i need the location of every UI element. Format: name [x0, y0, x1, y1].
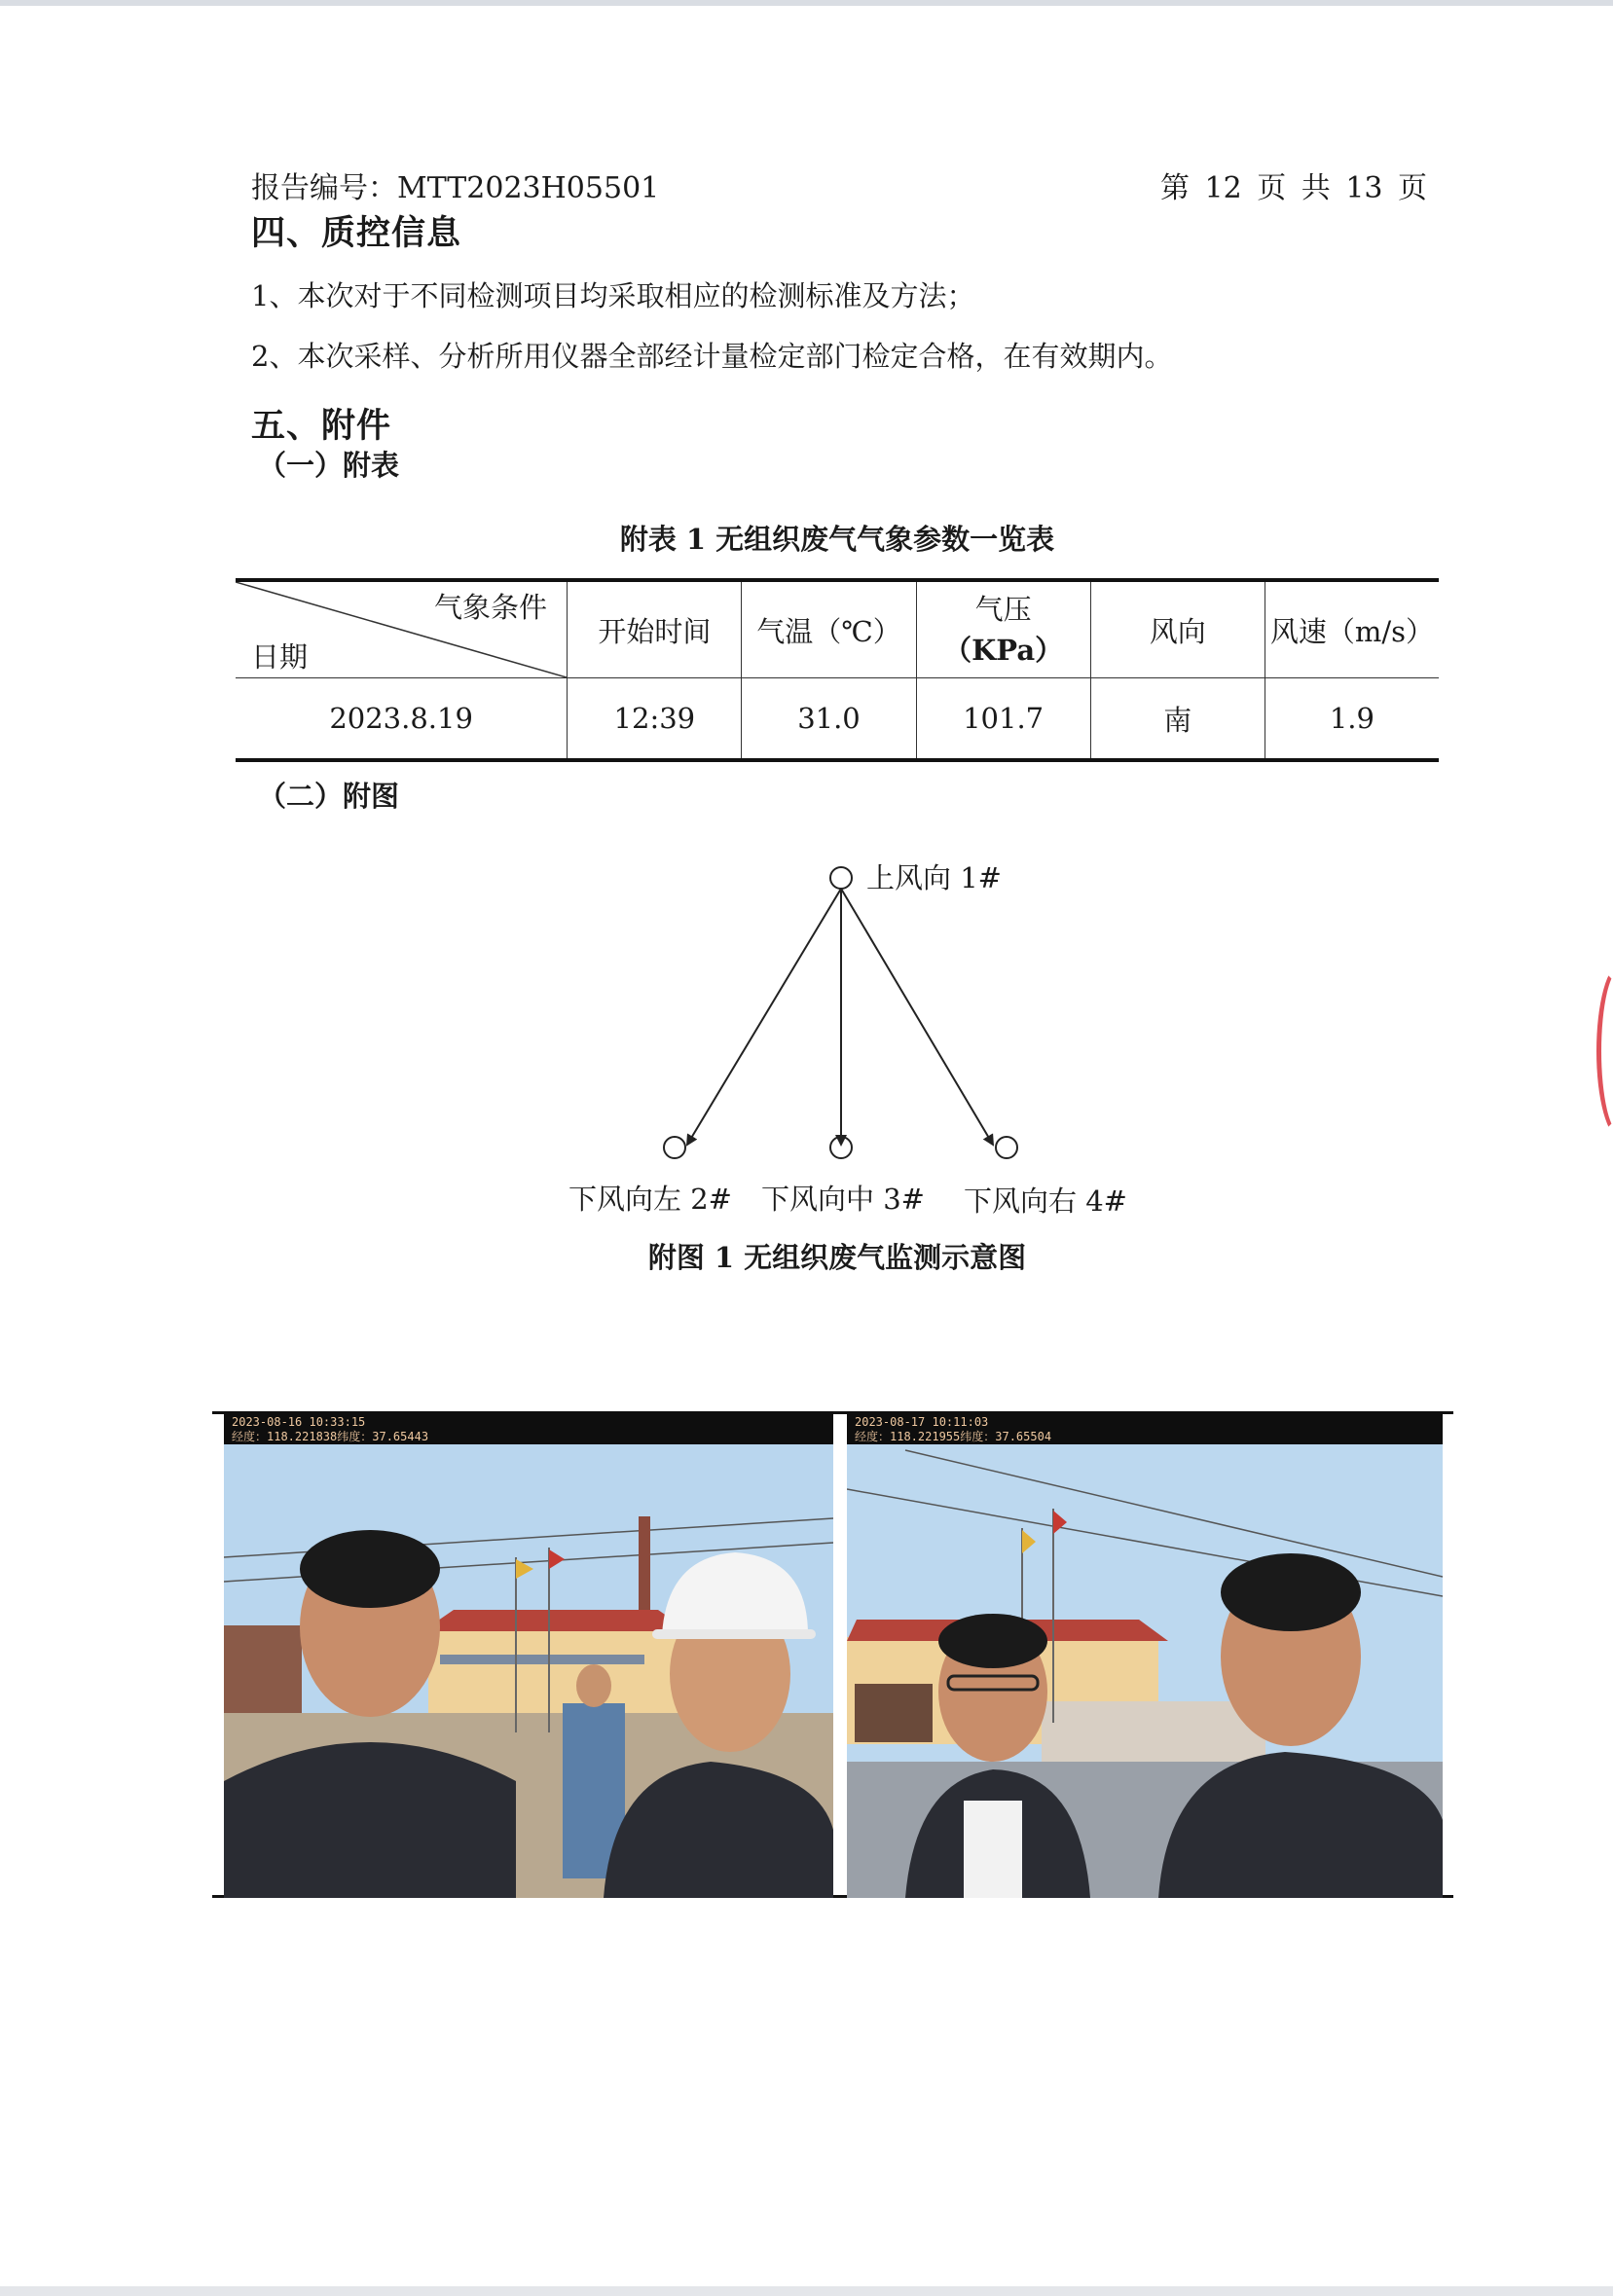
sub-heading-tables: （一）附表	[258, 449, 400, 482]
scan-bottom-edge	[0, 2286, 1613, 2296]
photo-2-stamp	[855, 1415, 1051, 1444]
header-pressure	[916, 580, 1090, 678]
cell-start-time: 12:39	[568, 678, 742, 761]
corner-bottom-label: 日期	[251, 640, 309, 674]
photo-1-coords: 经度：118.221838纬度：37.65443	[232, 1430, 429, 1443]
section-quality-title: 四、质控信息	[251, 213, 462, 253]
point-left-icon	[664, 1137, 685, 1158]
photo-2-coords: 经度：118.221955纬度：37.65504	[855, 1430, 1052, 1443]
photo-2	[847, 1411, 1443, 1898]
cell-date: 2023.8.19	[236, 678, 568, 761]
photo-2-image	[847, 1411, 1443, 1898]
cell-wind-speed: 1.9	[1265, 678, 1439, 761]
header-temperature: 气温（℃）	[742, 580, 916, 678]
corner-cell	[236, 580, 568, 678]
point-right-icon	[996, 1137, 1017, 1158]
photo-1-stamp	[232, 1415, 428, 1444]
section-attachments-title: 五、附件	[251, 406, 392, 446]
sampling-diagram	[545, 847, 1149, 1236]
header-pressure-label: 气压	[974, 593, 1032, 626]
arrow-left	[687, 889, 841, 1145]
label-down-right: 下风向右 4#	[964, 1184, 1127, 1218]
weather-table	[236, 578, 1439, 762]
arrow-right	[841, 889, 993, 1145]
table-caption: 附表 1 无组织废气气象参数一览表	[619, 523, 1055, 556]
table-header-row	[236, 580, 1439, 678]
report-number: 报告编号：MTT2023H05501	[251, 171, 660, 205]
page-info: 第 12 页 共 13 页	[1160, 171, 1428, 205]
cell-wind-direction: 南	[1090, 678, 1265, 761]
cell-temperature: 31.0	[742, 678, 916, 761]
figure-caption: 附图 1 无组织废气监测示意图	[647, 1241, 1027, 1274]
scan-top-edge	[0, 0, 1613, 6]
label-down-mid: 下风向中 3#	[761, 1183, 925, 1216]
header-wind-speed: 风速（m/s）	[1265, 580, 1439, 678]
photo-2-timestamp: 2023-08-17 10:11:03	[855, 1415, 989, 1429]
cell-pressure: 101.7	[916, 678, 1090, 761]
quality-item-2: 2、本次采样、分析所用仪器全部经计量检定部门检定合格，在有效期内。	[251, 340, 1173, 373]
site-photos	[212, 1411, 1453, 1900]
photo-1-image	[224, 1411, 833, 1898]
sub-heading-figures: （二）附图	[258, 780, 400, 813]
label-up: 上风向 1#	[866, 861, 1002, 894]
photo-1	[224, 1411, 833, 1898]
table-row	[236, 678, 1439, 761]
photo-1-timestamp: 2023-08-16 10:33:15	[232, 1415, 366, 1429]
corner-top-label: 气象条件	[433, 591, 547, 624]
label-down-left: 下风向左 2#	[568, 1183, 732, 1216]
quality-item-1: 1、本次对于不同检测项目均采取相应的检测标准及方法；	[251, 279, 975, 312]
point-up-icon	[830, 867, 852, 889]
header-wind-direction: 风向	[1090, 580, 1265, 678]
header-start-time: 开始时间	[568, 580, 742, 678]
header-pressure-unit: （KPa）	[943, 634, 1064, 667]
seal-edge-mark	[1596, 964, 1613, 1139]
